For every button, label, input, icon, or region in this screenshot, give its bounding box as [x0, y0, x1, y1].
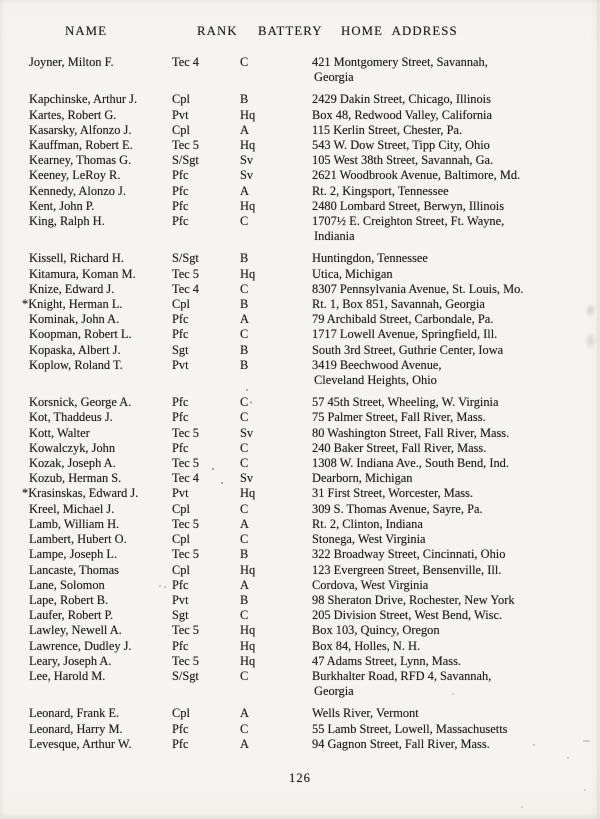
table-row: [0, 410, 600, 425]
name-cell: Lawley, Newell A.: [29, 623, 122, 638]
name-cell: Korsnick, George A.: [29, 395, 132, 410]
rank-cell: Tec 5: [172, 266, 199, 281]
address-cell: [312, 108, 600, 123]
battery-cell: A: [240, 122, 249, 137]
rank-cell: Pfc: [172, 577, 189, 592]
name-cell: Kartes, Robert G.: [29, 107, 117, 122]
rank-cell: Cpl: [172, 297, 190, 312]
battery-cell: Sv: [240, 153, 254, 168]
name-cell: Leonard, Harry M.: [29, 721, 123, 736]
name-cell: Lane, Solomon: [29, 577, 105, 592]
table-row: [0, 138, 600, 153]
table-row: [0, 578, 600, 593]
name-cell: Kent, John P.: [29, 198, 95, 213]
table-row: [0, 441, 600, 456]
table-row: [0, 654, 600, 669]
table-row: [0, 706, 600, 721]
address-line-1: 205 Division Street, West Bend, Wisc.: [312, 608, 503, 623]
battery-cell: C: [240, 532, 249, 547]
rank-cell: Tec 4: [172, 55, 199, 69]
address-cell: [312, 578, 600, 593]
name-cell: Keeney, LeRoy R.: [29, 168, 121, 183]
scan-speck: [567, 757, 569, 759]
address-line-1: 421 Montgomery Street, Savannah,: [312, 55, 488, 69]
table-header-row: [0, 24, 600, 40]
address-line-1: Box 84, Holles, N. H.: [312, 638, 421, 653]
rank-cell: Pvt: [172, 357, 189, 372]
address-cell: [312, 282, 600, 297]
address-line-1: 240 Baker Street, Fall River, Mass.: [312, 440, 487, 455]
rank-cell: Tec 5: [172, 425, 199, 440]
address-line-1: 3419 Beechwood Avenue,: [312, 357, 442, 372]
battery-cell: A: [240, 577, 249, 592]
address-line-1: Box 103, Quincy, Oregon: [312, 623, 440, 638]
address-cell: [312, 547, 600, 562]
column-header-home-address: HOME ADDRESS: [341, 24, 458, 38]
rank-cell: Pfc: [172, 214, 189, 229]
name-cell: Kot, Thaddeus J.: [29, 410, 113, 425]
battery-cell: A: [240, 706, 249, 721]
battery-cell: C: [240, 721, 249, 736]
address-line-1: Rt. 1, Box 851, Savannah, Georgia: [312, 297, 485, 312]
battery-cell: Hq: [240, 198, 256, 213]
battery-cell: A: [240, 183, 249, 198]
address-line-1: 75 Palmer Street, Fall River, Mass.: [312, 410, 486, 425]
column-header-battery: BATTERY: [258, 24, 323, 38]
address-line-1: Box 48, Redwood Valley, California: [312, 107, 492, 122]
address-line-1: Rt. 2, Kingsport, Tennessee: [312, 183, 449, 198]
name-cell: Knize, Edward J.: [29, 281, 115, 296]
address-line-1: 1717 Lowell Avenue, Springfield, Ill.: [312, 327, 498, 342]
address-cell: [312, 502, 600, 517]
address-line-1: 47 Adams Street, Lynn, Mass.: [312, 653, 462, 668]
table-row: [0, 395, 600, 410]
rank-cell: Cpl: [172, 562, 190, 577]
address-cell: [312, 669, 600, 699]
name-cell: Lancaste, Thomas: [29, 562, 119, 577]
address-cell: [312, 312, 600, 327]
name-cell: Koplow, Roland T.: [29, 357, 123, 372]
roster-table: [0, 55, 600, 752]
battery-cell: C: [240, 327, 249, 342]
name-cell: Kominak, John A.: [29, 312, 120, 327]
rank-cell: Cpl: [172, 501, 190, 516]
table-row: [0, 251, 600, 266]
rank-cell: Pfc: [172, 198, 189, 213]
address-line-1: 1308 W. Indiana Ave., South Bend, Ind.: [312, 456, 509, 471]
address-line-1: 55 Lamb Street, Lowell, Massachusetts: [312, 721, 508, 736]
name-cell: Lamb, William H.: [29, 516, 120, 531]
table-row: [0, 199, 600, 214]
name-cell: Kozub, Herman S.: [29, 471, 122, 486]
table-row: [0, 737, 600, 752]
address-line-1: 79 Archibald Street, Carbondale, Pa.: [312, 312, 494, 327]
name-cell: Lawrence, Dudley J.: [29, 638, 132, 653]
name-cell: Kapchinske, Arthur J.: [29, 92, 138, 107]
address-line-1: 2621 Woodbrook Avenue, Baltimore, Md.: [312, 168, 521, 183]
name-cell: Kennedy, Alonzo J.: [29, 183, 126, 198]
battery-cell: Sv: [240, 471, 254, 486]
rank-cell: Pfc: [172, 721, 189, 736]
battery-cell: Hq: [240, 486, 256, 501]
battery-cell: B: [240, 251, 249, 266]
table-row: [0, 547, 600, 562]
name-cell: Joyner, Milton F.: [29, 55, 114, 69]
address-line-2: Indiania: [314, 229, 355, 244]
rank-cell: Pfc: [172, 440, 189, 455]
battery-cell: Hq: [240, 562, 256, 577]
table-row: [0, 623, 600, 638]
address-cell: [312, 199, 600, 214]
address-line-1: Burkhalter Road, RFD 4, Savannah,: [312, 668, 492, 683]
table-row: [0, 639, 600, 654]
battery-cell: A: [240, 516, 249, 531]
page-number: 126: [289, 771, 311, 785]
name-cell: Kreel, Michael J.: [29, 501, 115, 516]
rank-cell: Cpl: [172, 532, 190, 547]
rank-cell: Tec 4: [172, 471, 199, 486]
rank-cell: Cpl: [172, 92, 190, 107]
address-cell: [312, 55, 600, 85]
name-cell: *Knight, Herman L.: [22, 297, 123, 312]
battery-cell: B: [240, 92, 249, 107]
table-row: [0, 456, 600, 471]
address-line-1: 80 Washington Street, Fall River, Mass.: [312, 425, 510, 440]
address-cell: [312, 153, 600, 168]
name-cell: Laufer, Robert P.: [29, 608, 114, 623]
battery-cell: C: [240, 668, 249, 683]
address-line-1: Stonega, West Virginia: [312, 532, 426, 547]
address-cell: [312, 623, 600, 638]
address-line-1: Cordova, West Virginia: [312, 577, 429, 592]
battery-cell: B: [240, 547, 249, 562]
name-cell: Kearney, Thomas G.: [29, 153, 132, 168]
battery-cell: Hq: [240, 638, 256, 653]
address-cell: [312, 654, 600, 669]
address-cell: [312, 639, 600, 654]
battery-cell: B: [240, 297, 249, 312]
table-row: [0, 502, 600, 517]
rank-cell: Tec 5: [172, 138, 199, 153]
address-line-1: Wells River, Vermont: [312, 706, 419, 721]
battery-cell: C: [240, 281, 249, 296]
table-row: [0, 282, 600, 297]
battery-cell: A: [240, 312, 249, 327]
name-cell: Lampe, Joseph L.: [29, 547, 118, 562]
battery-cell: C: [240, 608, 249, 623]
address-line-2: Cleveland Heights, Ohio: [314, 373, 437, 388]
rank-cell: Tec 5: [172, 623, 199, 638]
rank-cell: Pfc: [172, 327, 189, 342]
address-cell: [312, 722, 600, 737]
address-cell: [312, 426, 600, 441]
rank-cell: S/Sgt: [172, 668, 199, 683]
address-cell: [312, 410, 600, 425]
table-row: [0, 55, 600, 85]
battery-cell: B: [240, 357, 249, 372]
table-row: [0, 593, 600, 608]
battery-cell: Sv: [240, 425, 254, 440]
address-cell: [312, 532, 600, 547]
table-row: [0, 669, 600, 699]
address-cell: [312, 251, 600, 266]
table-row: [0, 358, 600, 388]
address-line-2: Georgia: [314, 70, 354, 85]
address-line-1: 98 Sheraton Drive, Rochester, New York: [312, 592, 515, 607]
table-row: [0, 297, 600, 312]
name-cell: Kitamura, Koman M.: [29, 266, 136, 281]
battery-cell: B: [240, 342, 249, 357]
table-row: [0, 214, 600, 244]
address-cell: [312, 92, 600, 107]
battery-cell: B: [240, 592, 249, 607]
address-cell: [312, 706, 600, 721]
rank-cell: Cpl: [172, 706, 190, 721]
rank-cell: Pvt: [172, 592, 189, 607]
name-cell: *Krasinskas, Edward J.: [22, 486, 139, 501]
address-line-1: 123 Evergreen Street, Bensenville, Ill.: [312, 562, 502, 577]
address-cell: [312, 441, 600, 456]
battery-cell: Hq: [240, 138, 256, 153]
address-cell: [312, 214, 600, 244]
name-cell: King, Ralph H.: [29, 214, 105, 229]
address-cell: [312, 343, 600, 358]
address-line-1: Huntingdon, Tennessee: [312, 251, 428, 266]
address-cell: [312, 563, 600, 578]
address-cell: [312, 608, 600, 623]
table-row: [0, 471, 600, 486]
address-line-1: 31 First Street, Worcester, Mass.: [312, 486, 474, 501]
battery-cell: C: [240, 440, 249, 455]
table-row: [0, 153, 600, 168]
address-line-1: South 3rd Street, Guthrie Center, Iowa: [312, 342, 504, 357]
rank-cell: Sgt: [172, 608, 189, 623]
rank-cell: Tec 5: [172, 456, 199, 471]
table-row: [0, 608, 600, 623]
name-cell: Lape, Robert B.: [29, 592, 109, 607]
battery-cell: C: [240, 214, 249, 229]
rank-cell: Pvt: [172, 107, 189, 122]
address-line-1: 8307 Pennsylvania Avenue, St. Louis, Mo.: [312, 281, 524, 296]
address-line-1: 105 West 38th Street, Savannah, Ga.: [312, 153, 494, 168]
rank-cell: Pfc: [172, 168, 189, 183]
battery-cell: Hq: [240, 653, 256, 668]
rank-cell: Pvt: [172, 486, 189, 501]
address-cell: [312, 593, 600, 608]
name-cell: Levesque, Arthur W.: [29, 736, 132, 751]
name-cell: Kissell, Richard H.: [29, 251, 124, 266]
address-cell: [312, 297, 600, 312]
address-cell: [312, 486, 600, 501]
name-cell: Kasarsky, Alfonzo J.: [29, 122, 132, 137]
rank-cell: S/Sgt: [172, 153, 199, 168]
table-row: [0, 108, 600, 123]
address-line-1: Rt. 2, Clinton, Indiana: [312, 516, 423, 531]
battery-cell: Hq: [240, 623, 256, 638]
table-row: [0, 426, 600, 441]
rank-cell: Pfc: [172, 638, 189, 653]
battery-cell: C: [240, 395, 249, 410]
battery-cell: A: [240, 736, 249, 751]
address-line-1: 1707½ E. Creighton Street, Ft. Wayne,: [312, 214, 505, 229]
scan-speck: [521, 806, 523, 808]
battery-cell: Sv: [240, 168, 254, 183]
rank-cell: Tec 5: [172, 547, 199, 562]
rank-cell: Sgt: [172, 342, 189, 357]
table-row: [0, 92, 600, 107]
address-cell: [312, 123, 600, 138]
name-cell: Lambert, Hubert O.: [29, 532, 127, 547]
address-cell: [312, 737, 600, 752]
rank-cell: Tec 4: [172, 281, 199, 296]
rank-cell: Pfc: [172, 183, 189, 198]
table-row: [0, 123, 600, 138]
name-cell: Kowalczyk, John: [29, 440, 116, 455]
address-cell: [312, 395, 600, 410]
address-line-1: 2480 Lombard Street, Berwyn, Illinois: [312, 198, 505, 213]
table-row: [0, 722, 600, 737]
battery-cell: C: [240, 410, 249, 425]
address-cell: [312, 327, 600, 342]
address-line-1: 115 Kerlin Street, Chester, Pa.: [312, 122, 463, 137]
address-cell: [312, 471, 600, 486]
address-line-1: Dearborn, Michigan: [312, 471, 413, 486]
rank-cell: Pfc: [172, 736, 189, 751]
name-cell: Kott, Walter: [29, 425, 90, 440]
rank-cell: Pfc: [172, 410, 189, 425]
name-cell: Leonard, Frank E.: [29, 706, 120, 721]
address-line-1: Utica, Michigan: [312, 266, 393, 281]
name-cell: Kopaska, Albert J.: [29, 342, 121, 357]
battery-cell: C: [240, 456, 249, 471]
address-cell: [312, 138, 600, 153]
name-cell: Kozak, Joseph A.: [29, 456, 116, 471]
address-cell: [312, 358, 600, 388]
table-row: [0, 343, 600, 358]
table-row: [0, 312, 600, 327]
scan-speck: [584, 789, 586, 791]
table-row: [0, 184, 600, 199]
rank-cell: Pfc: [172, 395, 189, 410]
battery-cell: C: [240, 55, 249, 69]
battery-cell: Hq: [240, 107, 256, 122]
address-line-1: 57 45th Street, Wheeling, W. Virginia: [312, 395, 499, 410]
table-row: [0, 517, 600, 532]
address-line-1: 2429 Dakin Street, Chicago, Illinois: [312, 92, 491, 107]
table-row: [0, 563, 600, 578]
address-line-1: 543 W. Dow Street, Tipp City, Ohio: [312, 138, 490, 153]
address-line-1: 94 Gagnon Street, Fall River, Mass.: [312, 736, 490, 751]
address-cell: [312, 456, 600, 471]
table-row: [0, 532, 600, 547]
battery-cell: Hq: [240, 266, 256, 281]
column-header-rank: RANK: [197, 24, 238, 38]
table-row: [0, 327, 600, 342]
column-header-name: NAME: [65, 24, 108, 38]
address-line-1: 322 Broadway Street, Cincinnati, Ohio: [312, 547, 506, 562]
name-cell: Koopman, Robert L.: [29, 327, 132, 342]
rank-cell: Tec 5: [172, 516, 199, 531]
rank-cell: Cpl: [172, 122, 190, 137]
address-cell: [312, 168, 600, 183]
address-cell: [312, 517, 600, 532]
rank-cell: Pfc: [172, 312, 189, 327]
rank-cell: S/Sgt: [172, 251, 199, 266]
address-line-1: 309 S. Thomas Avenue, Sayre, Pa.: [312, 501, 483, 516]
name-cell: Leary, Joseph A.: [29, 653, 112, 668]
table-row: [0, 168, 600, 183]
table-row: [0, 486, 600, 501]
name-cell: Lee, Harold M.: [29, 668, 106, 683]
address-line-2: Georgia: [314, 684, 354, 699]
battery-cell: C: [240, 501, 249, 516]
address-cell: [312, 267, 600, 282]
name-cell: Kauffman, Robert E.: [29, 138, 133, 153]
rank-cell: Tec 5: [172, 653, 199, 668]
table-row: [0, 267, 600, 282]
address-cell: [312, 184, 600, 199]
